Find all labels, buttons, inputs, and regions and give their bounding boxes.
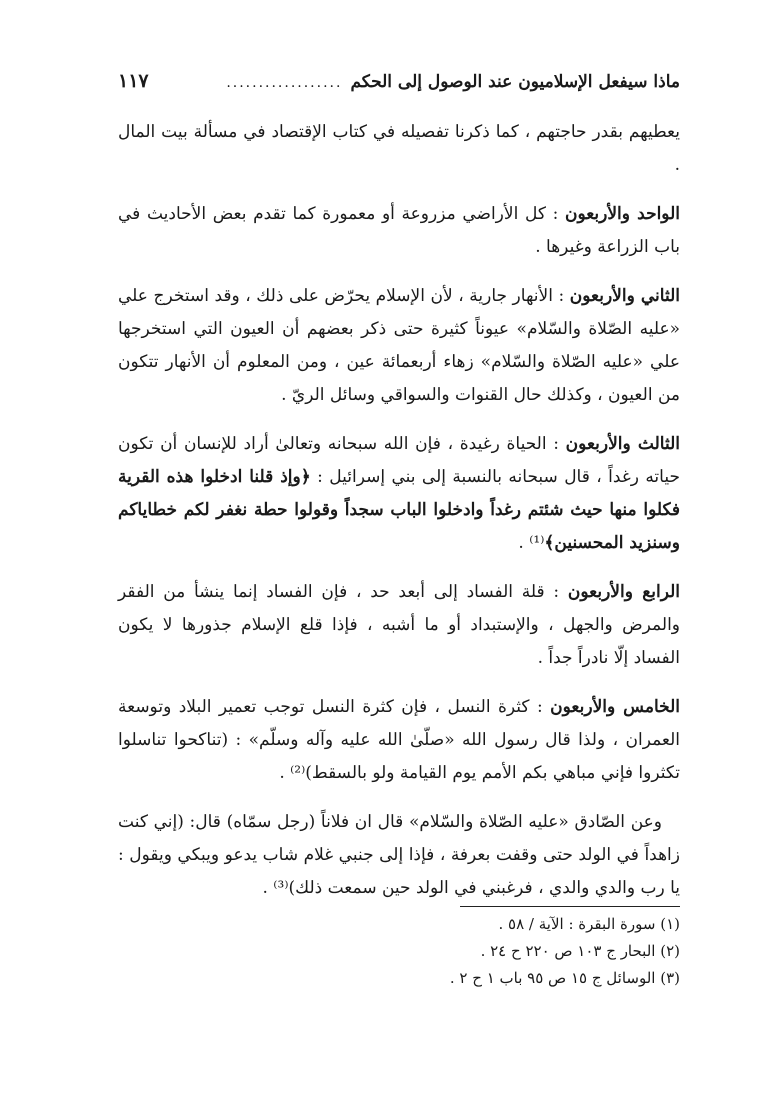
paragraph-text: : قلة الفساد إلى أبعد حد ، فإن الفساد إنما ينشأ من الفقر والمرض والجهل ، والإستبداد أو ما أشبه ، فإذا قلع الإسلام جذورها لا يكون الفساد إلّا نادراً جداً . — [118, 582, 680, 668]
paragraph-tail: ⁽¹⁾ . — [518, 533, 545, 553]
footnotes — [118, 906, 680, 992]
paragraph — [118, 116, 680, 182]
paragraph-text: يعطيهم بقدر حاجتهم ، كما ذكرنا تفصيله في كتاب الإقتصاد في مسألة بيت المال . — [118, 122, 680, 175]
footnote-divider — [460, 906, 680, 907]
paragraph-text: : الحياة رغيدة ، فإن الله سبحانه وتعالىٰ أراد للإنسان أن تكون حياته رغداً ، قال سبحانه بالنسبة إلى بني إسرائيل : — [118, 434, 680, 487]
paragraph-text: : كل الأراضي مزروعة أو معمورة كما تقدم بعض الأحاديث في باب الزراعة وغيرها . — [118, 204, 680, 257]
paragraph-lead: الثاني والأربعون — [569, 286, 680, 306]
quran-quote: ﴿وإذ قلنا ادخلوا هذه القرية فكلوا منها حيث شئتم رغداً وادخلوا الباب سجداً وقولوا حطة نغفر لكم خطاياكم وسنزيد المحسنين﴾ — [118, 467, 680, 553]
page-body — [118, 116, 680, 921]
paragraph — [118, 806, 680, 905]
paragraph — [118, 691, 680, 790]
footnote: (٢) البحار ج ١٠٣ ص ٢٢٠ ح ٢٤ . — [480, 942, 680, 960]
paragraph — [118, 198, 680, 264]
paragraph — [118, 280, 680, 412]
running-title: ماذا سيفعل الإسلاميون عند الوصول إلى الحكم — [350, 72, 680, 92]
paragraph-lead: الثالث والأربعون — [565, 434, 680, 454]
footnote: (٣) الوسائل ج ١٥ ص ٩٥ باب ١ ح ٢ . — [449, 969, 680, 987]
paragraph-text: : كثرة النسل ، فإن كثرة النسل توجب تعمير البلاد وتوسعة العمران ، ولذا قال رسول الله «صلّىٰ الله عليه وآله وسلّم» : (تناكحوا تناسلوا تكثروا فإني مباهي بكم الأمم يوم القيامة ولو بالسقط)⁽²⁾ . — [118, 697, 680, 783]
page-number: ١١٧ — [118, 70, 149, 92]
paragraph — [118, 428, 680, 560]
leader-dots: .................. — [226, 75, 343, 91]
paragraph-lead: الواحد والأربعون — [564, 204, 680, 224]
page-header — [118, 70, 680, 92]
paragraph-lead: الخامس والأربعون — [550, 697, 680, 717]
paragraph-text: وعن الصّادق «عليه الصّلاة والسّلام» قال ان فلاناً (رجل سمّاه) قال: (إني كنت زاهداً في الولد حتى وقفت بعرفة ، فإذا إلى جنبي غلام شاب يدعو ويبكي ويقول : يا رب والدي والدي ، فرغبني في الولد حين سمعت ذلك)⁽³⁾ . — [118, 812, 680, 898]
paragraph-text: : الأنهار جارية ، لأن الإسلام يحرّض على ذلك ، وقد استخرج علي «عليه الصّلاة والسّلام» عيوناً كثيرة حتى ذكر بعضهم أن العيون التي استخرجها علي «عليه الصّلاة والسّلام» زهاء أربعمائة عين ، ومن المعلوم أن الأنهار تتكون من العيون ، وكذلك حال القنوات والسواقي وسائل الريّ . — [118, 286, 680, 405]
footnote: (١) سورة البقرة : الآية / ٥٨ . — [498, 915, 680, 933]
paragraph — [118, 576, 680, 675]
paragraph-lead: الرابع والأربعون — [567, 582, 680, 602]
